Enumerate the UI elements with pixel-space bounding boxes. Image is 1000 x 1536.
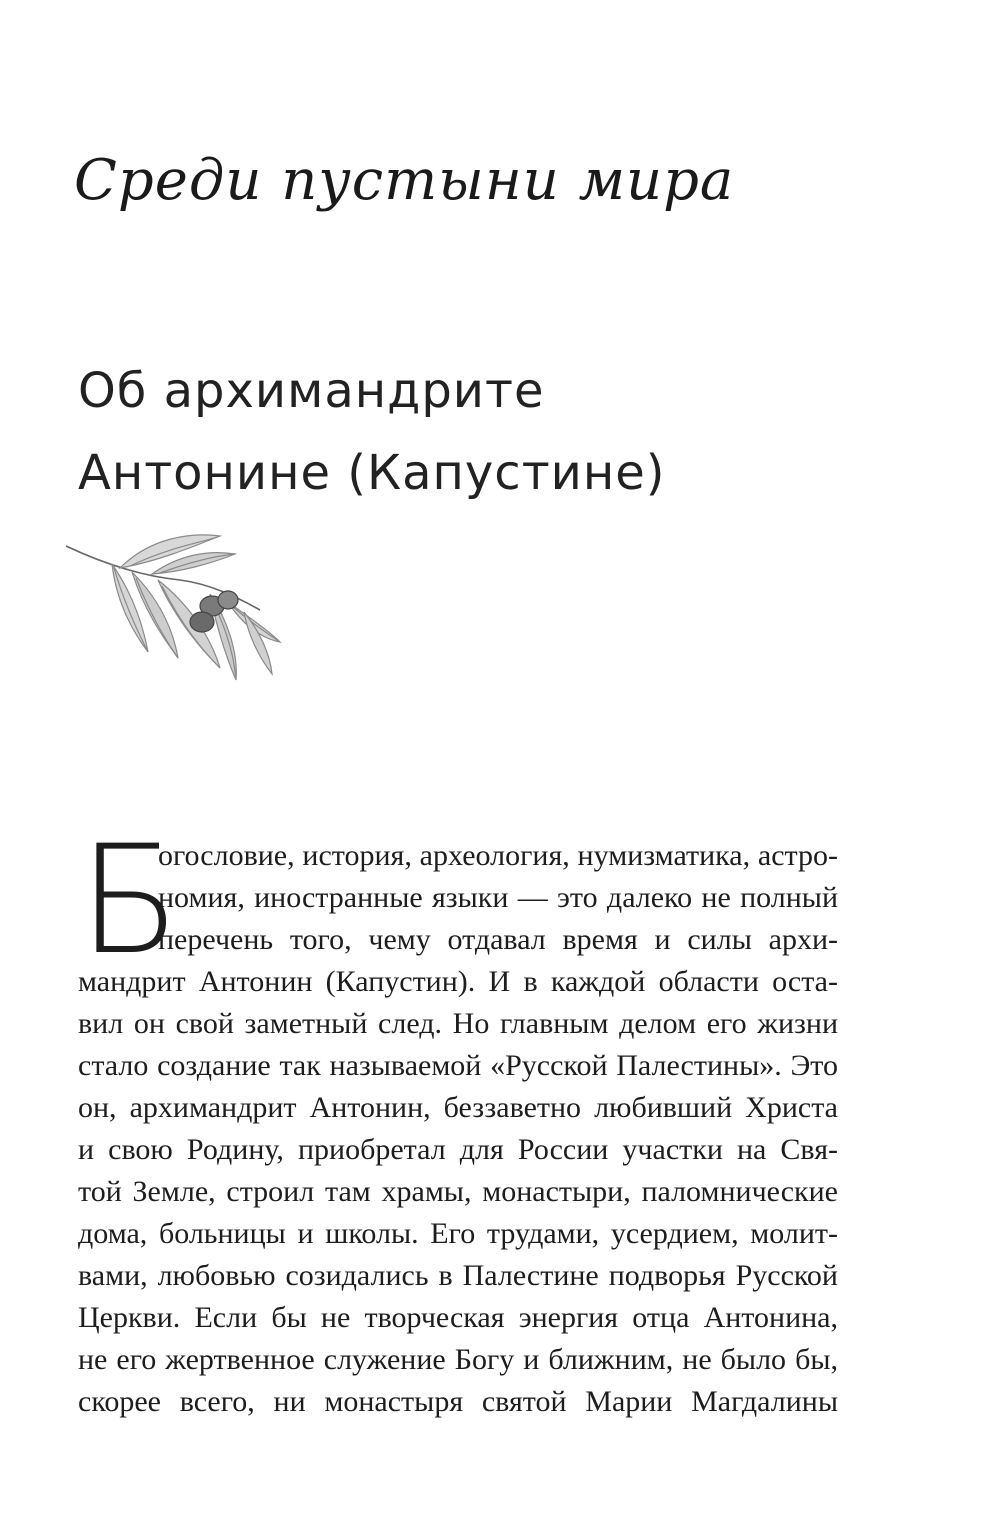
text-line: и свою Родину, приобретал для России участки на Свя- [78,1133,838,1166]
text-line: огословие, история, археология, нумизматика, астро- [158,839,838,872]
text-line: скорее всего, ни монастыря святой Марии Магдалины [78,1385,838,1418]
olive-branch-icon [60,528,290,698]
text-line: вил он свой заметный след. Но главным делом его жизни [78,1007,838,1040]
text-line: перечень того, чему отдавал время и силы архи- [158,923,838,956]
chapter-title-line-2: Антонине (Капустине) [78,445,666,501]
text-line: вами, любовью созидались в Палестине подворья Русской [78,1259,838,1292]
text-line: не его жертвенное служение Богу и ближним, не было бы, [78,1343,838,1376]
chapter-title [78,350,666,514]
text-line: он, архимандрит Антонин, беззаветно любивший Христа [78,1091,838,1124]
text-line: дома, больницы и школы. Его трудами, усердием, молит- [78,1217,838,1250]
text-line: номия, иностранные языки — это далеко не полный [158,881,838,914]
text-line: стало создание так называемой «Русской Палестины». Это [78,1049,838,1082]
text-line: Церкви. Если бы не творческая энергия отца Антонина, [78,1301,838,1334]
text-line: мандрит Антонин (Капустин). И в каждой области оста- [78,965,838,998]
text-line: той Земле, строил там храмы, монастыри, паломнические [78,1175,838,1208]
chapter-title-line-1: Об архимандрите [78,363,545,419]
section-title: Среди пустыни мира [74,148,735,213]
drop-cap: Б [78,814,181,988]
